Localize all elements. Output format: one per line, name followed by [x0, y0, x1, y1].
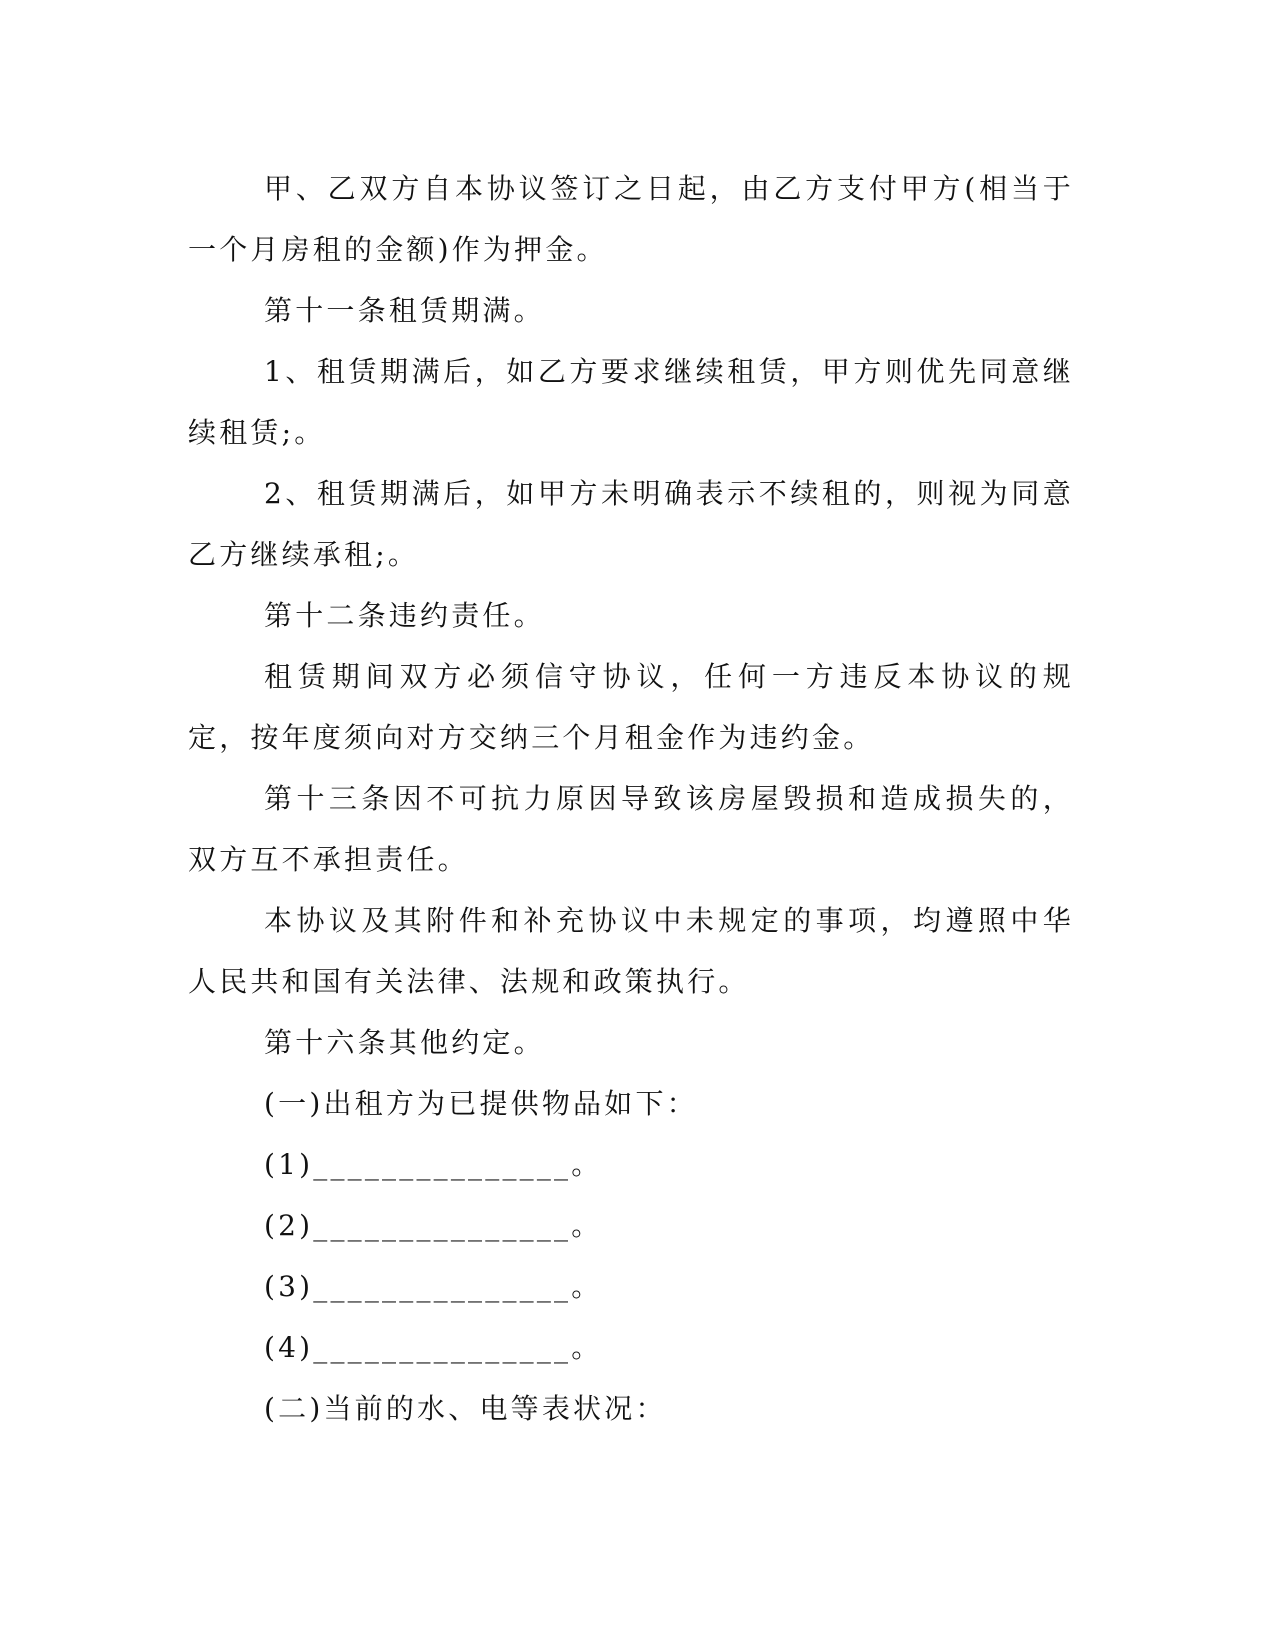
heading-article-12: 第十二条违约责任。: [264, 599, 545, 632]
paragraph-provided-items: (一)出租方为已提供物品如下：: [264, 1087, 698, 1120]
paragraph-meter-status: (二)当前的水、电等表状况：: [264, 1392, 667, 1425]
paragraph-renewal-1: 1、租赁期满后，如乙方要求继续租赁，甲方则优先同意继续租赁;。: [188, 355, 1074, 449]
paragraph-deposit: 甲、乙双方自本协议签订之日起，由乙方支付甲方(相当于一个月房租的金额)作为押金。: [188, 172, 1074, 266]
paragraph-article-13: 第十三条因不可抗力原因导致该房屋毁损和造成损失的，双方互不承担责任。: [188, 782, 1074, 876]
list-item-blank-1: (1)_______________。: [264, 1148, 603, 1181]
heading-article-11: 第十一条租赁期满。: [264, 294, 545, 327]
document-body: [188, 158, 1074, 1439]
paragraph-applicable-law: 本协议及其附件和补充协议中未规定的事项，均遵照中华人民共和国有关法律、法规和政策执行。: [188, 904, 1074, 998]
heading-article-16: 第十六条其他约定。: [264, 1026, 545, 1059]
list-item-blank-2: (2)_______________。: [264, 1209, 603, 1242]
paragraph-breach: 租赁期间双方必须信守协议，任何一方违反本协议的规定，按年度须向对方交纳三个月租金作为违约金。: [188, 660, 1074, 754]
paragraph-renewal-2: 2、租赁期满后，如甲方未明确表示不续租的，则视为同意乙方继续承租;。: [188, 477, 1074, 571]
list-item-blank-4: (4)_______________。: [264, 1331, 603, 1364]
list-item-blank-3: (3)_______________。: [264, 1270, 603, 1303]
